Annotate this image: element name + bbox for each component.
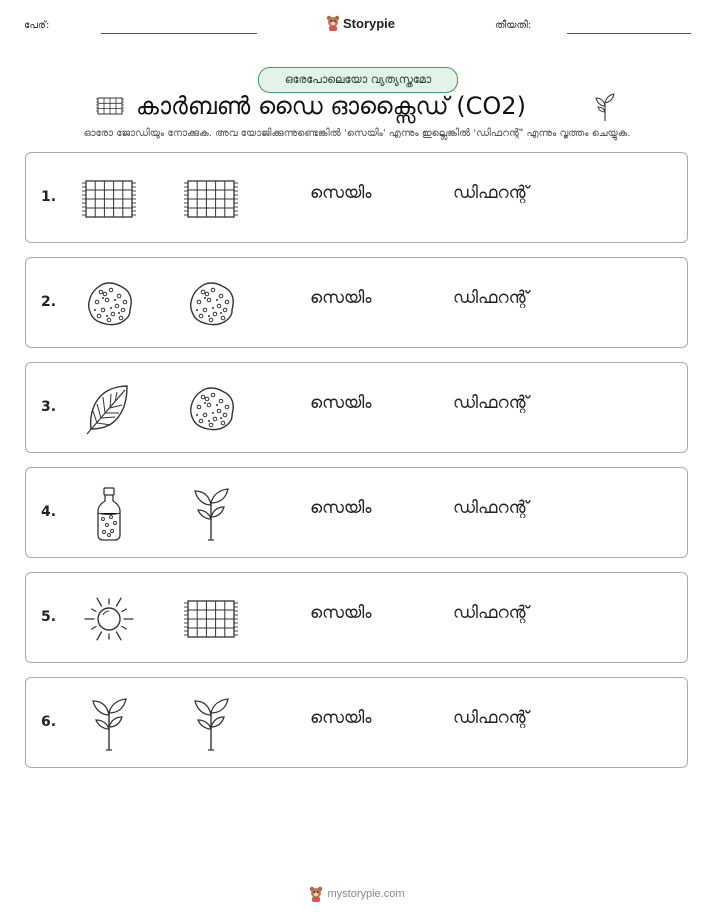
bottle-icon [81,488,137,540]
date-line[interactable] [567,33,691,34]
date-label: തീയതി: [495,20,532,31]
question-row [25,362,688,453]
title-row [0,92,714,124]
brand-name: Storypie [343,15,396,31]
cookie-icon [81,278,137,330]
page-footer [0,886,714,902]
storypie-logo [326,15,395,31]
cookie-icon [183,383,239,435]
rug-icon [95,96,125,116]
footer-url[interactable]: mystorypie.com [327,888,405,900]
sprout-icon [183,698,239,750]
question-row [25,257,688,348]
same-option[interactable]: സെയിം [310,393,372,413]
bear-mascot-icon [326,15,340,31]
question-number: 3. [41,399,57,415]
rug-icon [81,173,137,225]
different-option[interactable]: ഡിഫറന്റ് [453,708,529,728]
name-label: പേര്: [24,20,50,31]
bear-mascot-icon [309,886,323,902]
different-option[interactable]: ഡിഫറന്റ് [453,498,529,518]
same-option[interactable]: സെയിം [310,183,372,203]
question-number: 5. [41,609,57,625]
question-number: 4. [41,504,57,520]
instruction-text: ഓരോ ജോഡിയും നോക്കുക. അവ യോജിക്കുന്നുണ്ടെങ്കിൽ 'സെയിം' എന്നും ഇല്ലെങ്കിൽ 'ഡിഫറന്റ്' എന്നും വൃത്തം ചെയ്യുക. [83,128,631,139]
question-number: 1. [41,189,57,205]
different-option[interactable]: ഡിഫറന്റ് [453,288,529,308]
question-number: 6. [41,714,57,730]
sun-icon [81,593,137,645]
different-option[interactable]: ഡിഫറന്റ് [453,603,529,623]
rug-icon [183,173,239,225]
question-row [25,677,688,768]
leaf-icon [81,383,137,435]
sprout-icon [183,488,239,540]
sprout-icon [594,92,616,122]
worksheet-header [0,14,714,38]
different-option[interactable]: ഡിഫറന്റ് [453,183,529,203]
page-title: കാർബൺ ഡൈ ഓക്സൈഡ് (CO2) [136,92,526,120]
same-option[interactable]: സെയിം [310,288,372,308]
question-number: 2. [41,294,57,310]
cookie-icon [183,278,239,330]
name-line[interactable] [101,33,257,34]
question-row [25,572,688,663]
different-option[interactable]: ഡിഫറന്റ് [453,393,529,413]
same-option[interactable]: സെയിം [310,498,372,518]
same-option[interactable]: സെയിം [310,603,372,623]
question-row [25,152,688,243]
rug-icon [183,593,239,645]
worksheet-type-badge: ഒരേപോലെയോ വ്യത്യസ്തമോ [258,67,458,93]
sprout-icon [81,698,137,750]
question-row [25,467,688,558]
same-option[interactable]: സെയിം [310,708,372,728]
